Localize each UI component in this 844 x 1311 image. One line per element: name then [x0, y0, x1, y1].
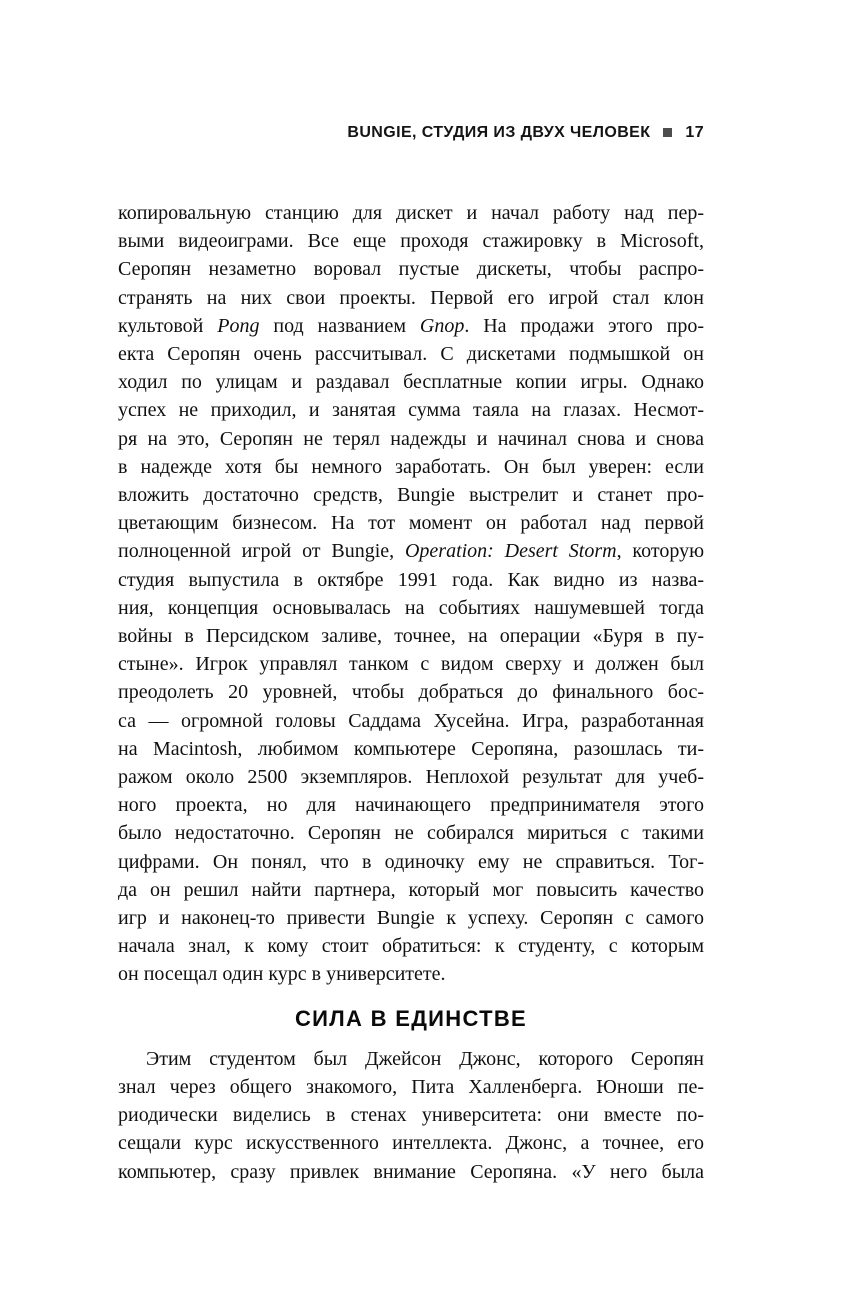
text-line: вложить достаточно средств, Bungie выстрелит и станет про- [118, 484, 704, 507]
text-line: компьютер, сразу привлек внимание Серопяна. «У него была [118, 1160, 704, 1183]
text-line: игр и наконец-то привести Bungie к успеху. Серопян с самого [118, 907, 704, 930]
text-line: ходил по улицам и раздавал бесплатные копии игры. Однако [118, 371, 704, 394]
text-line: риодически виделись в стенах университета: они вместе по- [118, 1104, 704, 1127]
running-title: BUNGIE, СТУДИЯ ИЗ ДВУХ ЧЕЛОВЕК [347, 124, 651, 141]
text-line: Серопян незаметно воровал пустые дискеты, чтобы распро- [118, 258, 704, 281]
text-line: екта Серопян очень рассчитывал. С дискетами подмышкой он [118, 343, 704, 366]
text-line: стыне». Игрок управлял танком с видом сверху и должен был [118, 653, 704, 676]
text-line: странять на них свои проекты. Первой его игрой стал клон [118, 286, 704, 309]
paragraph [118, 1045, 704, 1186]
text-line: да он решил найти партнера, который мог повысить качество [118, 878, 704, 901]
text-line: студия выпустила в октябре 1991 года. Как видно из назва- [118, 568, 704, 591]
text-line: ного проекта, но для начинающего предпринимателя этого [118, 794, 704, 817]
paragraph [118, 199, 704, 989]
page-number: 17 [685, 124, 704, 141]
text-line: начала знал, к кому стоит обратиться: к студенту, с которым [118, 935, 704, 958]
text-line: знал через общего знакомого, Пита Халленберга. Юноши пе- [118, 1075, 704, 1098]
text-line: он посещал один курс в университете. [118, 963, 446, 986]
text-line: культовой Pong под названием Gnop. На продажи этого про- [118, 314, 704, 337]
header-separator-square-icon [663, 128, 672, 137]
text-line: ря на это, Серопян не терял надежды и начинал снова и снова [118, 427, 704, 450]
page-content [118, 123, 704, 1186]
section-heading: СИЛА В ЕДИНСТВЕ [294, 1005, 528, 1031]
text-line: преодолеть 20 уровней, чтобы добраться до финального бос- [118, 681, 704, 704]
body-text [118, 199, 704, 1186]
text-line: было недостаточно. Серопян не собирался мириться с такими [118, 822, 704, 845]
text-line: выми видеоиграми. Все еще проходя стажировку в Microsoft, [118, 230, 704, 253]
text-line: ния, концепция основывалась на событиях нашумевшей тогда [118, 596, 704, 619]
text-line: са — огромной головы Саддама Хусейна. Игра, разработанная [118, 709, 704, 732]
text-line: цифрами. Он понял, что в одиночку ему не справиться. Тог- [118, 850, 704, 873]
text-line: ражом около 2500 экземпляров. Неплохой результат для учеб- [118, 766, 704, 789]
text-line: Этим студентом был Джейсон Джонс, которого Серопян [146, 1047, 704, 1070]
running-header [118, 123, 704, 142]
text-line: успех не приходил, и занятая сумма таяла на глазах. Несмот- [118, 399, 704, 422]
text-line: копировальную станцию для дискет и начал работу над пер- [118, 202, 704, 224]
text-line: войны в Персидском заливе, точнее, на операции «Буря в пу- [118, 625, 704, 648]
text-line: сещали курс искусственного интеллекта. Джонс, а точнее, его [118, 1132, 704, 1155]
text-line: полноценной игрой от Bungie, Operation: Desert Storm, которую [118, 540, 705, 563]
text-line: в надежде хотя бы немного заработать. Он был уверен: если [118, 455, 704, 478]
text-line: цветающим бизнесом. На тот момент он работал над первой [118, 512, 704, 535]
text-line: на Macintosh, любимом компьютере Серопяна, разошлась ти- [118, 737, 704, 760]
